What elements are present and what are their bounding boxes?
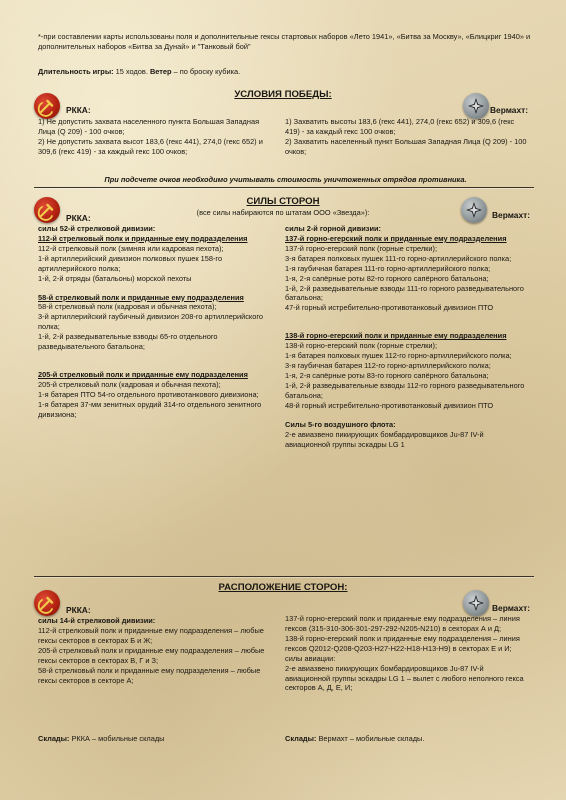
list-item: 137-й горно-егерский полк и приданные ему подразделения – линия гексов (315-310-306-301-297-292-N205-N210) в секторах А и Д; <box>285 614 520 633</box>
section-divider <box>34 576 534 577</box>
list-item: 3-я гаубичная батарея 112-го горно-артиллерийского полка; <box>285 361 491 371</box>
list-item: 1) Захватить высоты 183,6 (гекс 441), 274,0 (гекс 652) и 309,6 (гекс 419) - за каждый гекс 100 очков; <box>285 117 515 136</box>
depot-value: Вермахт – мобильные склады. <box>316 734 425 743</box>
forces-title: СИЛЫ СТОРОН <box>246 196 320 207</box>
list-item: 2-е авиазвено пикирующих бомбардировщиков Ju-87 IV-й авиационной группы эскадры LG 1 <box>285 429 484 449</box>
balkenkreuz-icon <box>461 197 487 223</box>
list-item: 1-я батарея полковых пушек 112-го горно-артиллерийского полка; <box>285 351 512 361</box>
list-item: 138-й горно-егерский полк и приданные ему подразделения – линия гексов Q2012-Q208-Q203-H27-H22-H18-H13-H9) в секторах Е и И; <box>285 633 520 653</box>
division-heading: силы 14-й стрелковой дивизии: <box>38 616 156 625</box>
list-item: 3-я батарея полковых пушек 111-го горно-артиллерийского полка; <box>285 253 512 263</box>
list-item: 48-й горный истребительно-противотанковый дивизион ПТО <box>285 400 494 410</box>
balkenkreuz-icon <box>463 93 489 119</box>
unit-heading: Силы 5-го воздушного флота: <box>285 419 396 429</box>
list-item: 1) Не допустить захвата населенного пункта Большая Западная Лица (Q 209) - 100 очков; <box>38 117 260 136</box>
division-heading: силы 2-й горной дивизии: <box>285 224 382 233</box>
wind-value: – по броску кубика. <box>171 67 241 76</box>
forces-rkka-column <box>38 224 276 420</box>
victory-title: УСЛОВИЯ ПОБЕДЫ: <box>234 89 332 100</box>
list-item: 138-й горно-егерский полк (горные стрелки); <box>285 341 438 351</box>
list-item: 2) Не допустить захвата высот 183,6 (гекс 441), 274,0 (гекс 652) и 309,6 (гекс 419) - за каждый гекс 100 очков; <box>38 136 263 156</box>
victory-wehrmacht-list <box>285 117 529 157</box>
list-item: 205-й стрелковый полк (кадровая и обычная пехота); <box>38 379 221 389</box>
intro-note: *-при составлении карты использованы поля и дополнительные гексы стартовых наборов «Лето 1941», «Битва за Москву», «Блицкриг 1940» и дополнительных наборов «Битва за Дунай» и "Танковый бой" <box>38 32 531 51</box>
duration-value: 15 ходов. <box>113 67 150 76</box>
victory-rkka-list <box>38 117 276 157</box>
duration-label: Длительность игры: <box>38 67 114 76</box>
list-item: 3-й артиллерийский гаубичный дивизион 208-го артиллерийского полка; <box>38 312 263 332</box>
rkka-depots <box>38 734 164 744</box>
hammer-sickle-icon <box>34 197 60 223</box>
deployment-wehrmacht-column <box>285 614 529 693</box>
hammer-sickle-icon <box>34 590 60 616</box>
section-divider <box>34 187 534 188</box>
list-item: 1-й, 2-й разведывательные взводы 112-го горного разведывательного батальона; <box>285 380 525 400</box>
list-item: 1-й артиллерийский дивизион полковых пушек 158-го артиллерийского полка; <box>38 253 223 273</box>
forces-wehrmacht-label: Вермахт: <box>492 210 531 220</box>
unit-heading: 112-й стрелковый полк и приданные ему подразделения <box>38 233 248 243</box>
hammer-sickle-icon <box>34 93 60 119</box>
game-duration <box>38 67 338 77</box>
victory-wehrmacht-label: Вермахт: <box>490 105 529 115</box>
list-item: 47-й горный истребительно-противотанковый дивизион ПТО <box>285 303 494 313</box>
victory-rkka-label: РККА: <box>66 105 91 115</box>
deployment-wehrmacht-label: Вермахт: <box>492 603 531 613</box>
unit-heading: 58-й стрелковый полк и приданные ему подразделения <box>38 292 244 302</box>
wind-label: Ветер <box>149 67 172 76</box>
list-item: 1-й, 2-й отряды (батальоны) морской пехоты <box>38 273 192 283</box>
forces-rkka-label: РККА: <box>66 213 91 223</box>
list-item: 2) Захватить населенный пункт Большая Западная Лица (Q 209) - 100 очков; <box>285 136 527 156</box>
deployment-rkka-label: РККА: <box>66 605 91 615</box>
wehrmacht-depots <box>285 734 424 744</box>
deployment-rkka-column <box>38 616 276 685</box>
deployment-title: РАСПОЛОЖЕНИЕ СТОРОН: <box>218 582 348 593</box>
division-heading: силы 52-й стрелковой дивизии: <box>38 224 156 233</box>
list-item: 112-й стрелковый полк (зимняя или кадровая пехота); <box>38 243 224 253</box>
depot-label: Склады: <box>285 734 317 743</box>
list-item: 58-й стрелковый полк и приданные ему подразделения – любые гексы секторов в секторе А; <box>38 665 261 685</box>
victory-note: При подсчете очков необходимо учитывать стоимость уничтоженных отрядов противника. <box>104 175 467 184</box>
list-item: 137-й горно-егерский полк (горные стрелки); <box>285 243 438 253</box>
list-item: 112-й стрелковый полк и приданные ему подразделения – любые гексы секторов в секторах Б и Ж; <box>38 625 264 645</box>
list-item: 58-й стрелковый полк (кадровая и обычная пехота); <box>38 302 217 312</box>
depot-value: РККА – мобильные склады <box>69 734 165 743</box>
list-item: 1-й, 2-й разведывательные взводы 65-го отдельного разведывательного батальона; <box>38 332 218 352</box>
forces-wehrmacht-column <box>285 224 529 449</box>
list-item: 1-я, 2-я сапёрные роты 82-го горного сапёрного батальона; <box>285 273 489 283</box>
list-item: 1-я батарея 37-мм зенитных орудий 314-го отдельного зенитного дивизиона; <box>38 399 262 419</box>
forces-subtitle: (все силы набираются по штатам ООО «Звезда»): <box>196 208 370 217</box>
list-item: 1-я, 2-я сапёрные роты 83-го горного сапёрного батальона; <box>285 370 489 380</box>
unit-heading: 205-й стрелковый полк и приданные ему подразделения <box>38 370 248 380</box>
unit-heading: 137-й горно-егерский полк и приданные ему подразделения <box>285 233 507 243</box>
list-item: 1-я гаубичная батарея 111-го горно-артиллерийского полка; <box>285 263 491 273</box>
list-item: 205-й стрелковый полк и приданные ему подразделения – любые гексы секторов в секторах В, Г и З; <box>38 645 265 665</box>
depot-label: Склады: <box>38 734 70 743</box>
balkenkreuz-icon <box>463 590 489 616</box>
list-item: 2-е авиазвено пикирующих бомбардировщиков Ju-87 IV-й авиационной группы эскадры LG 1 – вылет с любого неполного гекса секторов А, Д, Е, И; <box>285 663 524 693</box>
list-item: 1-я батарея ПТО 54-го отдельного противотанкового дивизиона; <box>38 389 259 399</box>
list-item: силы авиации: <box>285 653 336 663</box>
unit-heading: 138-й горно-егерский полк и приданные ему подразделения <box>285 331 507 341</box>
list-item: 1-й, 2-й разведывательные взводы 111-го горного разведывательного батальона; <box>285 283 524 303</box>
